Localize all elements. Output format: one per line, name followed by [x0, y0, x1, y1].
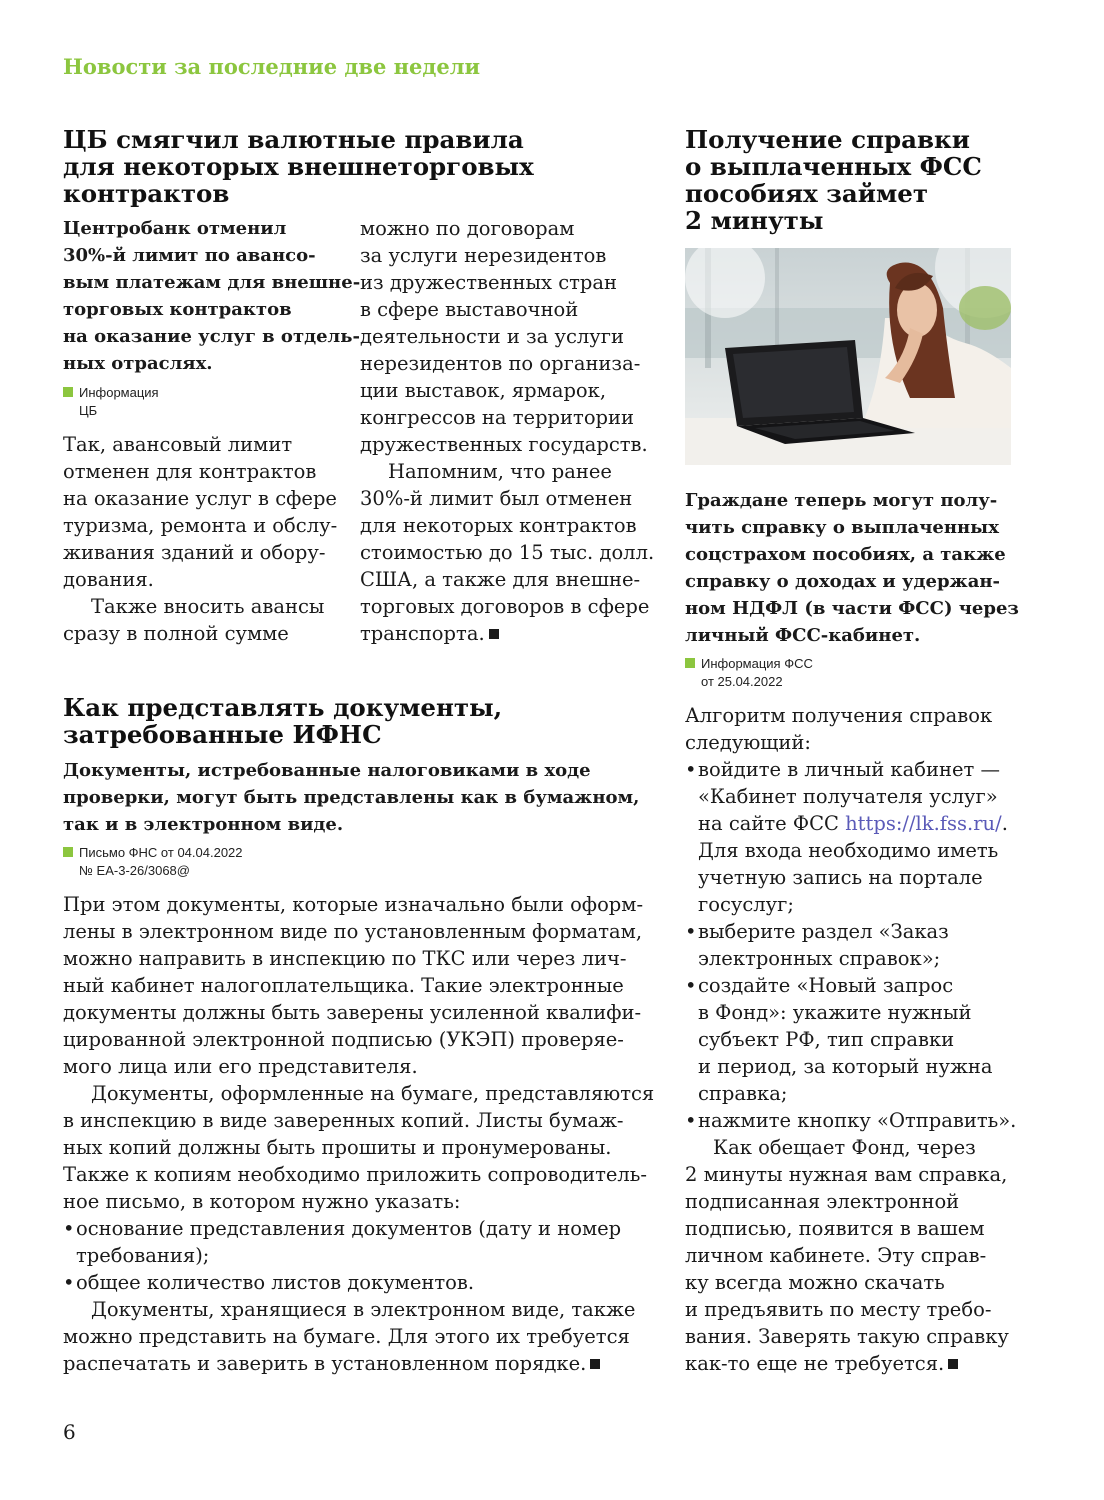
article3-list	[685, 756, 1025, 1134]
list-item: • общее количество листов документов.	[63, 1269, 663, 1296]
source-marker-icon	[63, 847, 73, 857]
page-number: 6	[63, 1420, 76, 1444]
article2-title: Как представлять документы, затребованные ИФНС	[63, 693, 503, 749]
list-item: • создайте «Новый запрос в Фонд»: укажите нужный субъект РФ, тип справки и период, за который нужна справка;	[685, 972, 1025, 1107]
fss-link[interactable]: https://lk.fss.ru/	[845, 812, 1002, 835]
article1-col1: Так, авансовый лимит отменен для контрактов на оказание услуг в сфере туризма, ремонта и обслу- живания зданий и обору- дования. Также вносить авансы сразу в полной сумме	[63, 433, 338, 645]
article1-col2: можно по договорам за услуги нерезидентов из дружественных стран в сфере выставочной деятельности и за услуги нерезидентов по организа- ции выставок, ярмарок, конгрессов на территории дружественных государств. Напомним, что ранее 30%-й лимит был отменен для некоторых контрактов стоимостью до 15 тыс. долл. США, а также для внешне- торговых договоров в сфере транспорта.	[360, 217, 655, 645]
article2-lead: Документы, истребованные налоговиками в ходе проверки, могут быть представлены как в бумажном, так и в электронном виде.	[63, 760, 640, 835]
article2-list	[63, 1215, 663, 1296]
source-marker-icon	[63, 387, 73, 397]
article1-source: Информация ЦБ	[63, 384, 159, 420]
list-item: • войдите в личный кабинет — «Кабинет получателя услуг» на сайте ФСС https://lk.fss.ru/. Для входа необходимо иметь учетную запись на портале госуслуг;	[685, 756, 1025, 918]
list-item: • нажмите кнопку «Отправить».	[685, 1107, 1025, 1134]
list-item: • основание представления документов (дату и номер требования);	[63, 1215, 663, 1269]
article2-source: Письмо ФНС от 04.04.2022 № ЕА-3-26/3068@	[63, 844, 243, 880]
section-label: Новости за последние две недели	[63, 54, 481, 79]
article3-body: Алгоритм получения справок следующий: • войдите в личный кабинет — «Кабинет получателя услуг» на сайте ФСС https://lk.fss.ru/. Для входа необходимо иметь учетную запись на портале госуслуг; • выберите раздел «Заказ электронных справок»; • создайте «Новый запрос в Фонд»: укажите нужный субъект РФ, тип справки и период, за который нужна справка; • нажмите кнопку «Отправить». Как обещает Фонд, через 2 минуты нужная вам справка, подписанная электронной подписью, появится в вашем личном кабинете. Эту справ- ку всегда можно скачать и предъявить по месту требо- вания. Заверять такую справку как-то еще не требуется.	[685, 702, 1025, 1377]
source-marker-icon	[685, 658, 695, 668]
article3-photo	[685, 248, 1011, 465]
end-mark	[948, 1359, 958, 1369]
article1-title: ЦБ смягчил валютные правила для некоторых внешнеторговых контрактов	[63, 125, 534, 208]
end-mark	[489, 629, 499, 639]
article1-lead: Центробанк отменил 30%-й лимит по авансо- вым платежам для внешне- торговых контрактов на оказание услуг в отдель- ных отраслях.	[63, 218, 361, 374]
article3-lead: Граждане теперь могут полу- чить справку о выплаченных соцстрахом пособиях, а также справку о доходах и удержан- ном НДФЛ (в части ФСС) через личный ФСС-кабинет.	[685, 490, 1019, 646]
list-item: • выберите раздел «Заказ электронных справок»;	[685, 918, 1025, 972]
article3-source: Информация ФСС от 25.04.2022	[685, 655, 813, 691]
end-mark	[590, 1359, 600, 1369]
article3-title: Получение справки о выплаченных ФСС пособиях займет 2 минуты	[685, 125, 982, 235]
woman-with-laptop-image	[685, 248, 1011, 465]
article2-body: При этом документы, которые изначально были оформ- лены в электронном виде по установленным форматам, можно направить в инспекцию по ТКС или через лич- ный кабинет налогоплательщика. Такие электронные документы должны быть заверены усиленной квалифи- цированной электронной подписью (УКЭП) проверяе- мого лица или его представителя. Документы, оформленные на бумаге, представляются в инспекцию в виде заверенных копий. Листы бумаж- ных копий должны быть прошиты и пронумерованы. Также к копиям необходимо приложить сопроводитель- ное письмо, в котором нужно указать: • основание представления документов (дату и номер требования); • общее количество листов документов. Документы, хранящиеся в электронном виде, также можно представить на бумаге. Для этого их требуется распечатать и заверить в установленном порядке.	[63, 891, 663, 1377]
